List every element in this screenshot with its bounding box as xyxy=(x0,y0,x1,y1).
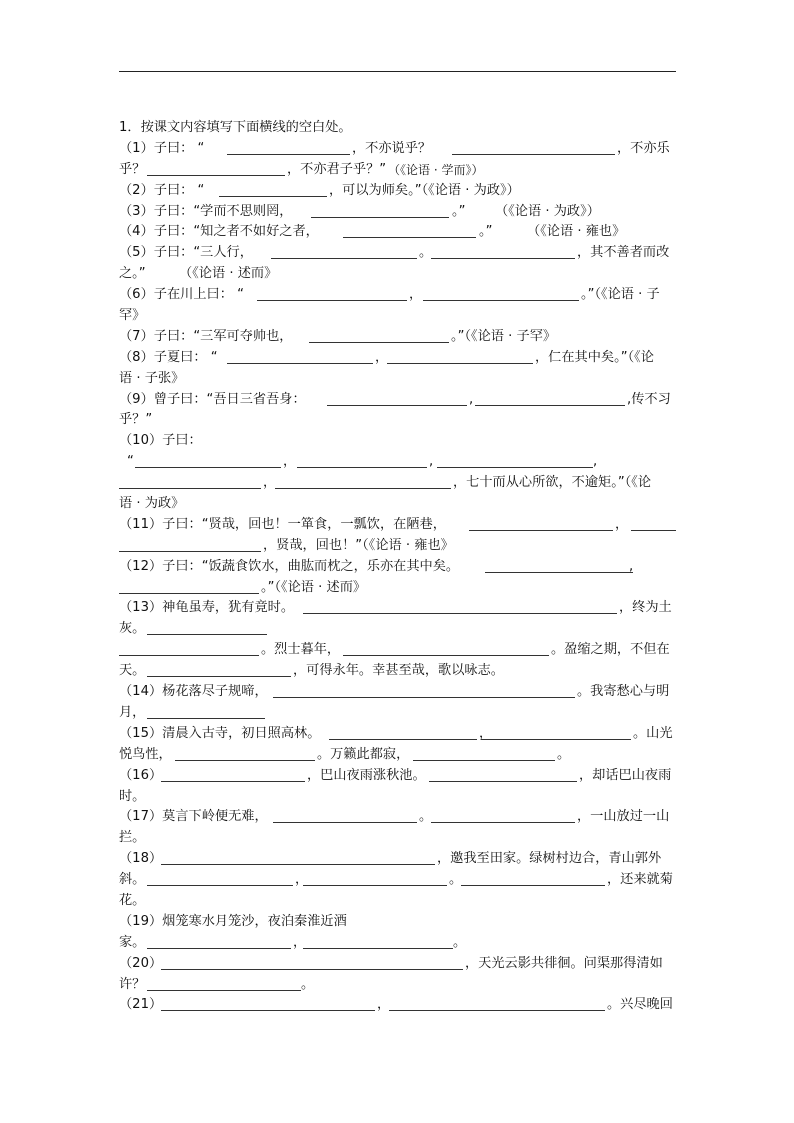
text-line xyxy=(119,264,676,285)
fill-in-blank[interactable] xyxy=(413,760,555,761)
line-text: ，仁在其中矣。”（《论 xyxy=(535,349,654,365)
fill-in-blank[interactable] xyxy=(475,405,625,406)
fill-in-blank[interactable] xyxy=(175,760,315,761)
text-line xyxy=(119,243,676,264)
line-text: （5）子曰：“三人行， xyxy=(119,245,253,261)
line-text: 。” xyxy=(452,203,466,219)
fill-in-blank[interactable] xyxy=(303,613,617,614)
line-text: （3）子曰：“学而不思则罔， xyxy=(119,203,293,219)
fill-in-blank[interactable] xyxy=(431,822,575,823)
text-line xyxy=(119,578,676,599)
line-text: 斜。 xyxy=(119,872,146,888)
line-text: 月， xyxy=(119,704,146,720)
text-line xyxy=(119,202,676,223)
text-line xyxy=(119,828,676,849)
line-text: ， xyxy=(375,349,389,365)
text-line xyxy=(119,285,676,306)
line-text: 。”（《论语 · 述而》 xyxy=(261,579,367,595)
line-text: 罕》 xyxy=(119,308,146,324)
text-line xyxy=(119,139,676,160)
fill-in-blank[interactable] xyxy=(343,655,549,656)
fill-in-blank[interactable] xyxy=(147,175,285,176)
line-text: （17）莫言下岭便无难， xyxy=(119,809,268,825)
line-text: ，却话巴山夜雨 xyxy=(579,767,672,783)
line-text: （1）子曰： “ xyxy=(119,140,205,156)
question-title xyxy=(119,118,676,139)
fill-in-blank[interactable] xyxy=(631,530,676,531)
line-text: 拦。 xyxy=(119,830,146,846)
line-text: 。” xyxy=(479,224,493,240)
fill-in-blank[interactable] xyxy=(227,154,350,155)
line-text: ，其不善者而改 xyxy=(577,245,670,261)
line-text: ， xyxy=(293,934,307,950)
question-title-text: 1．按课文内容填写下面横线的空白处。 xyxy=(119,120,352,135)
text-line xyxy=(119,870,676,891)
text-line xyxy=(119,745,676,766)
text-line xyxy=(119,181,676,202)
fill-in-blank[interactable] xyxy=(387,363,533,364)
line-text: （13）神龟虽寿，犹有竟时。 xyxy=(119,600,295,616)
text-line xyxy=(119,536,676,557)
line-text: ， xyxy=(263,475,277,491)
fill-in-blank[interactable] xyxy=(437,467,593,468)
text-line xyxy=(119,807,676,828)
line-text: （《论语 · 述而》 xyxy=(179,266,278,282)
fill-in-blank[interactable] xyxy=(147,676,291,677)
line-text: 家。 xyxy=(119,934,146,950)
fill-in-blank[interactable] xyxy=(147,948,291,949)
fill-in-blank[interactable] xyxy=(429,781,577,782)
text-line xyxy=(119,452,676,473)
text-line xyxy=(119,954,676,975)
header-rule xyxy=(119,71,676,72)
line-text: 。烈士暮年， xyxy=(261,642,341,658)
text-line xyxy=(119,557,676,578)
text-line xyxy=(119,598,676,619)
line-text: （11）子曰：“贤哉，回也！一箪食，一瓢饮，在陋巷， xyxy=(119,516,446,532)
line-text: （9）曾子曰：“吾日三省吾身： xyxy=(119,391,306,407)
text-line xyxy=(119,494,676,515)
text-line xyxy=(119,661,676,682)
text-line xyxy=(119,515,676,536)
line-text: （6）子在川上曰： “ xyxy=(119,287,244,303)
question-lines xyxy=(119,139,676,1016)
line-text: , xyxy=(469,391,474,407)
fill-in-blank[interactable] xyxy=(303,885,447,886)
line-text: 。 xyxy=(419,245,433,261)
line-text: 乎？ xyxy=(119,161,146,177)
text-line xyxy=(119,410,676,431)
text-line xyxy=(119,306,676,327)
line-text: （18） xyxy=(119,851,163,867)
fill-in-blank[interactable] xyxy=(119,551,261,552)
fill-in-blank[interactable] xyxy=(147,990,301,991)
line-text: 。 xyxy=(449,872,463,888)
line-text: （15）清晨入古寺，初日照高林。 xyxy=(119,725,321,741)
line-text: （4）子曰：“知之者不如好之者， xyxy=(119,224,319,240)
fill-in-blank[interactable] xyxy=(161,864,435,865)
fill-in-blank[interactable] xyxy=(219,196,327,197)
line-text: ，不亦乐 xyxy=(617,140,670,156)
line-text: 天。 xyxy=(119,663,146,679)
line-text: 。 xyxy=(557,746,571,762)
fill-in-blank[interactable] xyxy=(389,1010,605,1011)
text-line xyxy=(119,995,676,1016)
line-text: （10）子曰： xyxy=(119,433,202,449)
line-text: ，七十而从心所欲，不逾矩。”（《论 xyxy=(453,475,652,491)
line-text: 。我寄愁心与明 xyxy=(577,684,670,700)
line-text: , xyxy=(429,454,434,470)
line-text: ，可得永年。幸甚至哉，歌以咏志。 xyxy=(293,663,504,679)
fill-in-blank[interactable] xyxy=(343,237,476,238)
line-text: （19）烟笼寒水月笼沙，夜泊秦淮近酒 xyxy=(119,913,347,929)
line-text: 。”（《论语 · 子 xyxy=(581,287,660,303)
fill-in-blank[interactable] xyxy=(329,739,477,740)
text-line xyxy=(119,975,676,996)
fill-in-blank[interactable] xyxy=(257,300,407,301)
line-text: （8）子夏曰： “ xyxy=(119,349,218,365)
line-text: ，一山放过一山 xyxy=(577,809,670,825)
text-line xyxy=(119,369,676,390)
line-text: ，巴山夜雨涨秋池。 xyxy=(307,767,426,783)
line-text: ， xyxy=(283,454,297,470)
text-line xyxy=(119,222,676,243)
fill-in-blank[interactable] xyxy=(311,217,449,218)
text-line xyxy=(119,160,676,181)
line-text: 。万籁此都寂， xyxy=(317,746,410,762)
line-text: ，不亦君子乎？” xyxy=(287,161,387,177)
line-text: （20） xyxy=(119,955,163,971)
fill-in-blank[interactable] xyxy=(431,258,575,259)
line-text: 。 xyxy=(419,809,433,825)
text-line xyxy=(119,390,676,411)
line-text: 。山光 xyxy=(633,725,673,741)
document-body xyxy=(119,118,676,1016)
text-line xyxy=(119,912,676,933)
line-text: 。兴尽晚回 xyxy=(607,997,673,1013)
fill-in-blank[interactable] xyxy=(147,885,293,886)
text-line xyxy=(119,682,676,703)
line-text: （7）子曰：“三军可夺帅也， xyxy=(119,328,293,344)
fill-in-blank[interactable] xyxy=(485,572,633,573)
fill-in-blank[interactable] xyxy=(452,154,615,155)
line-text: ， xyxy=(409,287,423,303)
line-text: 。 xyxy=(453,934,467,950)
fill-in-blank[interactable] xyxy=(273,697,575,698)
fill-in-blank[interactable] xyxy=(423,300,579,301)
text-line xyxy=(119,933,676,954)
fill-in-blank[interactable] xyxy=(303,948,453,949)
line-text: （16） xyxy=(119,767,163,783)
line-text: ， xyxy=(295,872,309,888)
fill-in-blank[interactable] xyxy=(119,655,259,656)
line-text: ，贤哉，回也！”（《论语 · 雍也》 xyxy=(263,537,454,553)
text-line xyxy=(119,473,676,494)
fill-in-blank[interactable] xyxy=(161,969,463,970)
line-text: ，终为土 xyxy=(619,600,672,616)
line-text: （2）子曰： “ xyxy=(119,182,205,198)
line-text: （《论语 · 雍也》 xyxy=(527,224,626,240)
fill-in-blank[interactable] xyxy=(227,363,373,364)
line-text: 时。 xyxy=(119,788,146,804)
fill-in-blank[interactable] xyxy=(161,1010,375,1011)
line-text: （12）子曰：“饭蔬食饮水，曲肱而枕之，乐亦在其中矣。 xyxy=(119,558,460,574)
fill-in-blank[interactable] xyxy=(327,405,467,406)
text-line xyxy=(119,327,676,348)
line-text: 花。 xyxy=(119,892,146,908)
line-text: ，天光云影共徘徊。问渠那得清如 xyxy=(465,955,663,971)
line-text: 悦鸟性， xyxy=(119,746,172,762)
text-line xyxy=(119,348,676,369)
text-line xyxy=(119,431,676,452)
line-text: 语 · 为政》 xyxy=(119,496,185,512)
line-text: 。”（《论语 · 子罕》 xyxy=(451,328,557,344)
line-text: ， xyxy=(615,516,629,532)
fill-in-blank[interactable] xyxy=(481,739,631,740)
line-text: , xyxy=(629,558,634,574)
text-line xyxy=(119,640,676,661)
line-text: ,传不习 xyxy=(627,391,671,407)
line-text: 灰。 xyxy=(119,621,146,637)
fill-in-blank[interactable] xyxy=(135,467,281,468)
text-line xyxy=(119,724,676,745)
line-text: ， xyxy=(377,997,391,1013)
fill-in-blank[interactable] xyxy=(469,530,613,531)
text-line xyxy=(119,766,676,787)
line-text: （《论语 · 为政》） xyxy=(495,203,600,219)
fill-in-blank[interactable] xyxy=(271,258,417,259)
text-line xyxy=(119,703,676,724)
line-text: 乎？” xyxy=(119,412,153,428)
line-text: “ xyxy=(127,454,134,470)
text-line xyxy=(119,849,676,870)
fill-in-blank[interactable] xyxy=(461,885,605,886)
line-text: ， xyxy=(479,725,493,741)
line-text: 许？ xyxy=(119,976,146,992)
fill-in-blank[interactable] xyxy=(147,634,267,635)
text-line xyxy=(119,619,676,640)
fill-in-blank[interactable] xyxy=(161,781,305,782)
fill-in-blank[interactable] xyxy=(275,488,451,489)
fill-in-blank[interactable] xyxy=(147,718,265,719)
line-text: 语 · 子张》 xyxy=(119,370,185,386)
line-text: （21） xyxy=(119,997,163,1013)
line-text: ，可以为师矣。”（《论语 · 为政》） xyxy=(329,182,520,198)
line-text: ，不亦说乎？ xyxy=(352,140,432,156)
line-text: , xyxy=(593,454,598,470)
fill-in-blank[interactable] xyxy=(273,822,417,823)
fill-in-blank[interactable] xyxy=(309,342,449,343)
fill-in-blank[interactable] xyxy=(297,467,427,468)
line-text: （14）杨花落尽子规啼， xyxy=(119,684,268,700)
fill-in-blank[interactable] xyxy=(119,488,261,489)
line-text: 。 xyxy=(301,976,315,992)
text-line xyxy=(119,891,676,912)
line-text: （《论语 · 学而》） xyxy=(388,162,484,177)
fill-in-blank[interactable] xyxy=(119,593,259,594)
line-text: 之。” xyxy=(119,266,146,282)
text-line xyxy=(119,787,676,808)
line-text: 。盈缩之期，不但在 xyxy=(551,642,670,658)
line-text: ，邀我至田家。绿树村边合，青山郭外 xyxy=(437,851,662,867)
line-text: ，还来就菊 xyxy=(607,872,673,888)
